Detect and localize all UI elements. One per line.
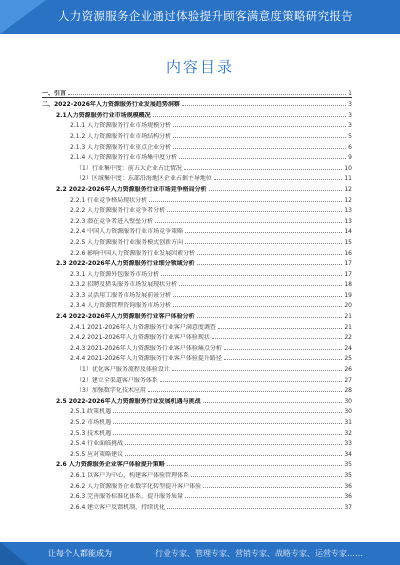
toc-entry[interactable] — [42, 373, 352, 384]
toc-leader-dots — [161, 275, 342, 276]
toc-leader-dots — [179, 158, 346, 159]
toc-entry[interactable] — [42, 214, 352, 225]
toc-leader-dots — [125, 455, 342, 456]
toc-entry-label: 2.2.2 人力资源服务行业竞争者分析 — [70, 207, 166, 215]
toc-entry-label: 2.4 2022-2026年人力资源服务行业客户体验分析 — [56, 313, 195, 321]
toc-entry-label: 2.1人力资源服务行业市场规模概况 — [56, 111, 151, 119]
toc-entry-label: 2.5.2 市场机遇 — [70, 419, 112, 426]
toc-entry[interactable] — [42, 500, 352, 511]
toc-entry[interactable] — [42, 204, 352, 215]
toc-entry-label: 2.5.5 应对策略建议 — [70, 450, 124, 458]
toc-entry[interactable] — [42, 468, 352, 479]
toc-entry-label: 2.5 2022-2026年人力资源服务行业发展机遇与挑战 — [56, 397, 201, 405]
toc-leader-dots — [173, 126, 346, 127]
toc-entry-label: 2.3.3 灵活用工服务市场发展前景分析 — [70, 291, 172, 299]
toc-entry[interactable] — [42, 257, 352, 268]
toc-leader-dots — [179, 285, 342, 286]
toc-page-number: 13 — [344, 217, 352, 225]
toc-leader-dots — [185, 232, 342, 233]
toc-page-number: 24 — [344, 344, 352, 352]
toc-leader-dots — [167, 508, 342, 509]
toc-entry-label: 2.2 2022-2026年人力资源服务行业市场竞争格局分析 — [56, 185, 207, 193]
toc-entry-label: 2.6.3 完善服务标准化体系，提升服务质量 — [70, 493, 184, 501]
toc-page-number: 28 — [344, 387, 352, 395]
footer-banner — [0, 542, 400, 565]
toc-entry-label: 2.1.3 人力资源服务行业重点企业分析 — [70, 143, 172, 151]
toc-entry[interactable] — [42, 235, 352, 246]
toc-page-number: 10 — [344, 164, 352, 172]
toc-leader-dots — [182, 105, 346, 106]
toc-entry-label: 2.3.2 招聘及猎头服务市场发展现状分析 — [70, 281, 178, 289]
toc-entry[interactable] — [42, 447, 352, 458]
toc-entry-label: 2.4.2 2021-2026年人力资源服务行业客户体验现状 — [70, 334, 210, 342]
header-banner — [0, 0, 400, 34]
toc-entry[interactable] — [42, 182, 352, 193]
toc-leader-dots — [191, 476, 342, 477]
toc-entry-label: 2.1.4 人力资源服务行业市场集中度分析 — [70, 154, 178, 162]
toc-leader-dots — [153, 116, 347, 117]
toc-leader-dots — [68, 94, 346, 95]
toc-entry[interactable] — [42, 129, 352, 140]
toc-leader-dots — [113, 423, 342, 424]
toc-page-number: 34 — [344, 450, 352, 458]
toc-leader-dots — [167, 211, 342, 212]
toc-leader-dots — [214, 179, 343, 180]
toc-leader-dots — [197, 264, 343, 265]
toc-entry[interactable] — [42, 86, 352, 98]
toc-page-number: 1 — [348, 89, 352, 97]
toc-leader-dots — [184, 169, 343, 170]
toc-entry[interactable] — [42, 384, 352, 395]
table-of-contents — [42, 86, 352, 511]
toc-entry[interactable] — [42, 278, 352, 289]
toc-page-number: 36 — [344, 482, 352, 490]
toc-entry-label: 2.3.4 人力资源管理咨询服务市场分析 — [70, 302, 172, 310]
toc-leader-dots — [203, 402, 343, 403]
toc-page-number: 11 — [344, 175, 352, 183]
toc-entry-label: 2.6.1 以客户为中心，构建客户体验管理体系 — [70, 471, 190, 479]
toc-page-number: 30 — [344, 397, 352, 405]
toc-page-number: 18 — [344, 281, 352, 289]
toc-leader-dots — [209, 190, 343, 191]
toc-page-number: 13 — [344, 207, 352, 215]
toc-page-number: 35 — [344, 461, 352, 469]
toc-entry[interactable] — [42, 193, 352, 204]
toc-page-number: 17 — [344, 270, 352, 278]
toc-leader-dots — [172, 370, 343, 371]
toc-entry[interactable] — [42, 161, 352, 172]
toc-page-number: 21 — [344, 323, 352, 331]
toc-page-number: 22 — [344, 334, 352, 342]
toc-page-number: 5 — [348, 132, 352, 140]
toc-entry-label: （1）行业集中度：前五大企业占比情况 — [76, 164, 182, 172]
toc-entry[interactable] — [42, 352, 352, 363]
toc-page-number: 32 — [344, 429, 352, 437]
toc-entry-label: 2.5.1 政策机遇 — [70, 408, 112, 416]
toc-entry-label: 2.3 2022-2026年人力资源服务行业细分领域分析 — [56, 260, 195, 268]
toc-page-number: 17 — [344, 260, 352, 268]
toc-entry-label: 2.2.3 潜在竞争者进入壁垒分析 — [70, 217, 154, 225]
toc-leader-dots — [218, 328, 342, 329]
toc-leader-dots — [173, 148, 346, 149]
toc-page-number: 37 — [344, 503, 352, 511]
toc-leader-dots — [185, 497, 342, 498]
toc-page-number: 31 — [344, 419, 352, 426]
toc-page-number: 26 — [344, 366, 352, 374]
toc-page-number: 35 — [344, 471, 352, 479]
toc-entry[interactable] — [42, 405, 352, 416]
toc-heading: 内容目录 — [165, 58, 234, 76]
toc-leader-dots — [212, 338, 342, 339]
report-title: 人力资源服务企业通过体验提升顾客满意度策略研究报告 — [58, 9, 353, 23]
toc-leader-dots — [167, 465, 343, 466]
toc-page-number: 16 — [344, 249, 352, 257]
toc-page-number: 3 — [348, 122, 352, 130]
toc-entry-label: 2.6.2 人力资源服务企业数字化转型提升客户体验 — [70, 482, 202, 490]
toc-entry-label: 2.5.3 技术机遇 — [70, 429, 112, 437]
toc-page-number: 15 — [344, 238, 352, 246]
toc-entry[interactable] — [42, 119, 352, 130]
toc-entry[interactable] — [42, 426, 352, 437]
toc-entry[interactable] — [42, 331, 352, 342]
toc-leader-dots — [197, 254, 342, 255]
toc-page-number: 27 — [344, 376, 352, 384]
toc-entry[interactable] — [42, 415, 352, 426]
toc-leader-dots — [203, 487, 342, 488]
toc-leader-dots — [224, 349, 342, 350]
toc-leader-dots — [149, 201, 342, 202]
toc-page-number: 14 — [344, 228, 352, 236]
toc-entry[interactable] — [42, 246, 352, 257]
toc-entry[interactable] — [42, 341, 352, 352]
toc-entry[interactable] — [42, 458, 352, 469]
toc-page-number: 12 — [344, 196, 352, 204]
toc-leader-dots — [155, 222, 342, 223]
toc-leader-dots — [125, 444, 342, 445]
toc-entry-label: 2.4.3 2021-2026年人力资源服务行业客户体验痛点分析 — [70, 344, 222, 352]
toc-entry[interactable] — [42, 299, 352, 310]
toc-entry[interactable] — [42, 108, 352, 119]
toc-leader-dots — [197, 317, 343, 318]
toc-leader-dots — [185, 243, 342, 244]
toc-entry-label: 2.6 人力资源服务企业客户体验提升策略 — [56, 461, 165, 469]
toc-leader-dots — [224, 359, 342, 360]
toc-page-number: 30 — [344, 408, 352, 416]
toc-entry-label: 2.3.1 人力资源外包服务市场分析 — [70, 270, 160, 278]
toc-entry-label: （2）区域集中度：东部沿海地区企业占据主导地位 — [76, 175, 212, 183]
toc-entry-label: 2.2.5 人力资源服务行业服务模式创新方向 — [70, 238, 184, 246]
toc-page-number: 19 — [344, 291, 352, 299]
toc-entry[interactable] — [42, 267, 352, 278]
footer-tags: 行业专家、管理专家、营销专家、战略专家、运营专家…… — [155, 549, 363, 558]
toc-leader-dots — [113, 412, 342, 413]
toc-entry-label: 2.2.1 行业竞争格局现状分析 — [70, 196, 148, 204]
toc-entry-label: 2.4.4 2021-2026年人力资源服务行业客户体验提升路径 — [70, 355, 222, 363]
toc-entry[interactable] — [42, 437, 352, 448]
footer-accent — [0, 542, 28, 565]
toc-entry[interactable] — [42, 479, 352, 490]
toc-leader-dots — [148, 391, 343, 392]
toc-leader-dots — [113, 434, 342, 435]
toc-entry[interactable] — [42, 320, 352, 331]
toc-page-number: 20 — [344, 302, 352, 310]
toc-page-number: 12 — [344, 185, 352, 193]
toc-entry[interactable] — [42, 151, 352, 162]
toc-leader-dots — [173, 296, 342, 297]
toc-entry-label: 一、引言 — [42, 89, 67, 97]
toc-leader-dots — [160, 381, 343, 382]
header-accent — [0, 0, 46, 34]
toc-entry-label: 2.2.6 影响中国人力资源服务行业发展因素分析 — [70, 249, 196, 257]
toc-entry-label: （2）建立全渠道客户服务体系 — [76, 376, 158, 384]
toc-entry-label: 2.1.1 人力资源服务行业市场规模分析 — [70, 122, 172, 130]
toc-entry-label: （3）加强数字化技术应用 — [76, 387, 146, 395]
toc-entry[interactable] — [42, 225, 352, 236]
toc-entry-label: 2.6.4 建立客户反馈机制，持续优化 — [70, 503, 166, 511]
toc-page-number: 36 — [344, 493, 352, 501]
toc-entry-label: 2.2.4 中国人力资源服务行业市场竞争策略 — [70, 228, 184, 236]
toc-entry[interactable] — [42, 309, 352, 320]
toc-page-number: 3 — [348, 111, 352, 119]
toc-leader-dots — [173, 137, 346, 138]
toc-entry[interactable] — [42, 140, 352, 151]
toc-entry[interactable] — [42, 362, 352, 373]
toc-page-number: 6 — [348, 143, 352, 151]
toc-entry-label: 2.5.4 行业面临挑战 — [70, 440, 124, 448]
toc-entry-label: （1）优化客户服务流程及体验设计 — [76, 366, 170, 374]
toc-entry-label: 2.4.1 2021-2026年人力资源服务行业客户满意度调查 — [70, 323, 216, 331]
toc-page-number: 33 — [344, 440, 352, 448]
toc-entry-label: 二、2022-2026年人力资源服务行业发展趋势洞察 — [42, 101, 180, 109]
toc-entry[interactable] — [42, 490, 352, 501]
toc-entry[interactable] — [42, 394, 352, 405]
toc-page-number: 9 — [348, 154, 352, 162]
toc-entry[interactable] — [42, 172, 352, 183]
toc-entry[interactable] — [42, 288, 352, 299]
toc-page-number: 21 — [344, 313, 352, 321]
toc-page-number: 25 — [344, 355, 352, 363]
toc-entry[interactable] — [42, 98, 352, 109]
footer-slogan: 让每个人都能成为 — [48, 549, 112, 558]
toc-leader-dots — [173, 306, 342, 307]
toc-page-number: 3 — [348, 101, 352, 109]
toc-entry-label: 2.1.2 人力资源服务行业市场结构分析 — [70, 132, 172, 140]
